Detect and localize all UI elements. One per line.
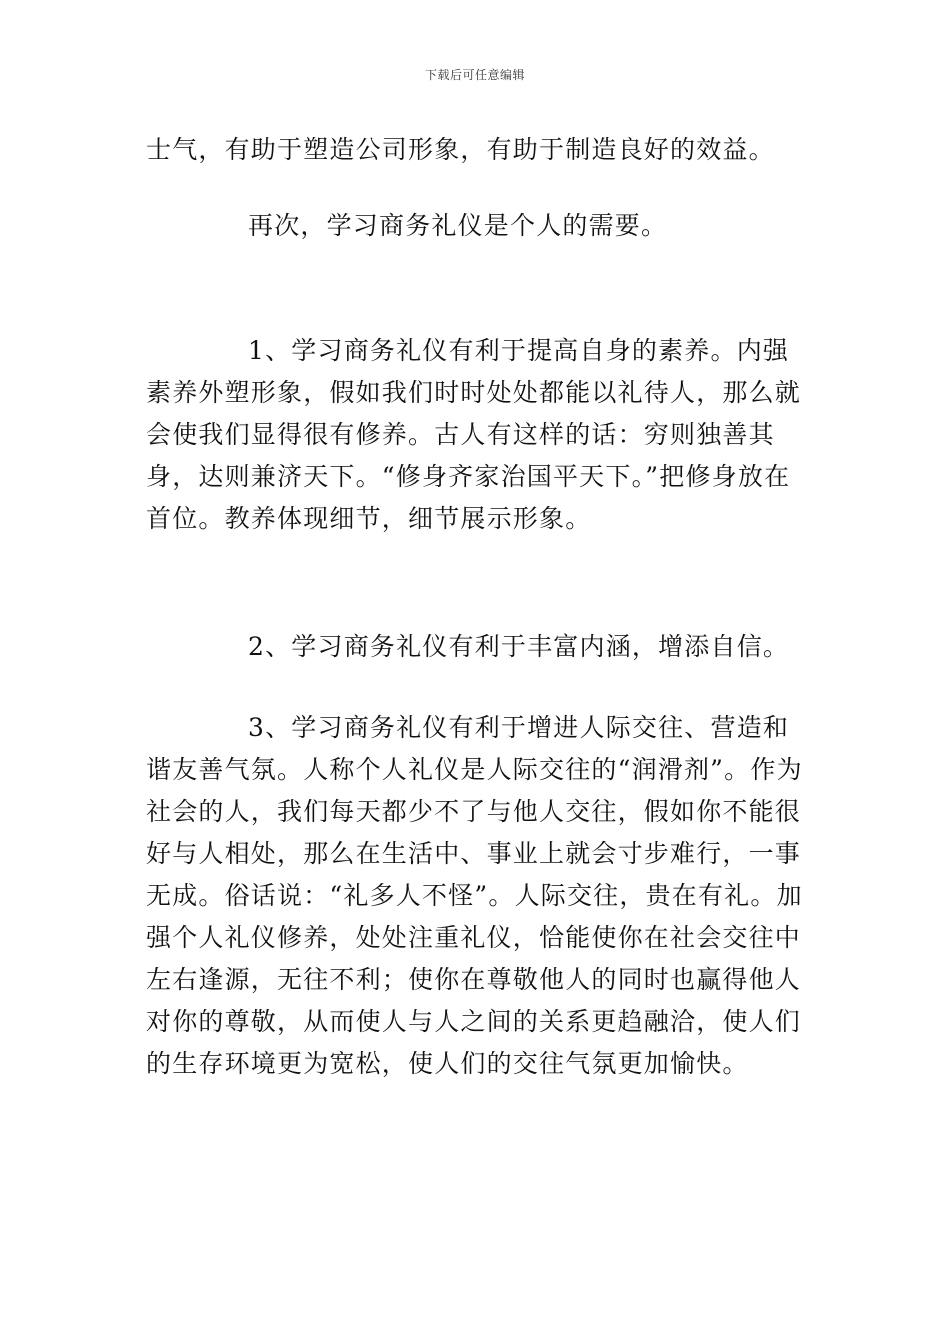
paragraph-personal-need: 再次，学习商务礼仪是个人的需要。: [248, 211, 668, 240]
paragraph-continuation: 士气，有助于塑造公司形象，有助于制造良好的效益。: [146, 135, 775, 164]
paragraph-point-2: 2、学习商务礼仪有利于丰富内涵，增添自信。: [248, 632, 790, 661]
paragraph-point-3: 3、学习商务礼仪有利于增进人际交往、营造和谐友善气氛。人称个人礼仪是人际交往的“润滑剂”。作为社会的人，我们每天都少不了与他人交往，假如你不能很好与人相处，那么在生活中、事业上就会寸步难行，一事无成。俗话说：“礼多人不怪”。人际交往，贵在有礼。加强个人礼仪修养，处处注重礼仪，恰能使你在社会交往中左右逢源，无往不利；使你在尊敬他人的同时也赢得他人对你的尊敬，从而使人与人之间的关系更趋融洽，使人们的生存环境更为宽松，使人们的交往气氛更加愉快。: [146, 713, 803, 1078]
paragraph-point-1: 1、学习商务礼仪有利于提高自身的素养。内强素养外塑形象，假如我们时时处处都能以礼待人，那么就会使我们显得很有修养。古人有这样的话：穷则独善其身，达则兼济天下。“修身齐家治国平天下。”把修身放在首位。教养体现细节，细节展示形象。: [146, 336, 802, 533]
page-header-note: 下载后可任意编辑: [424, 68, 525, 82]
